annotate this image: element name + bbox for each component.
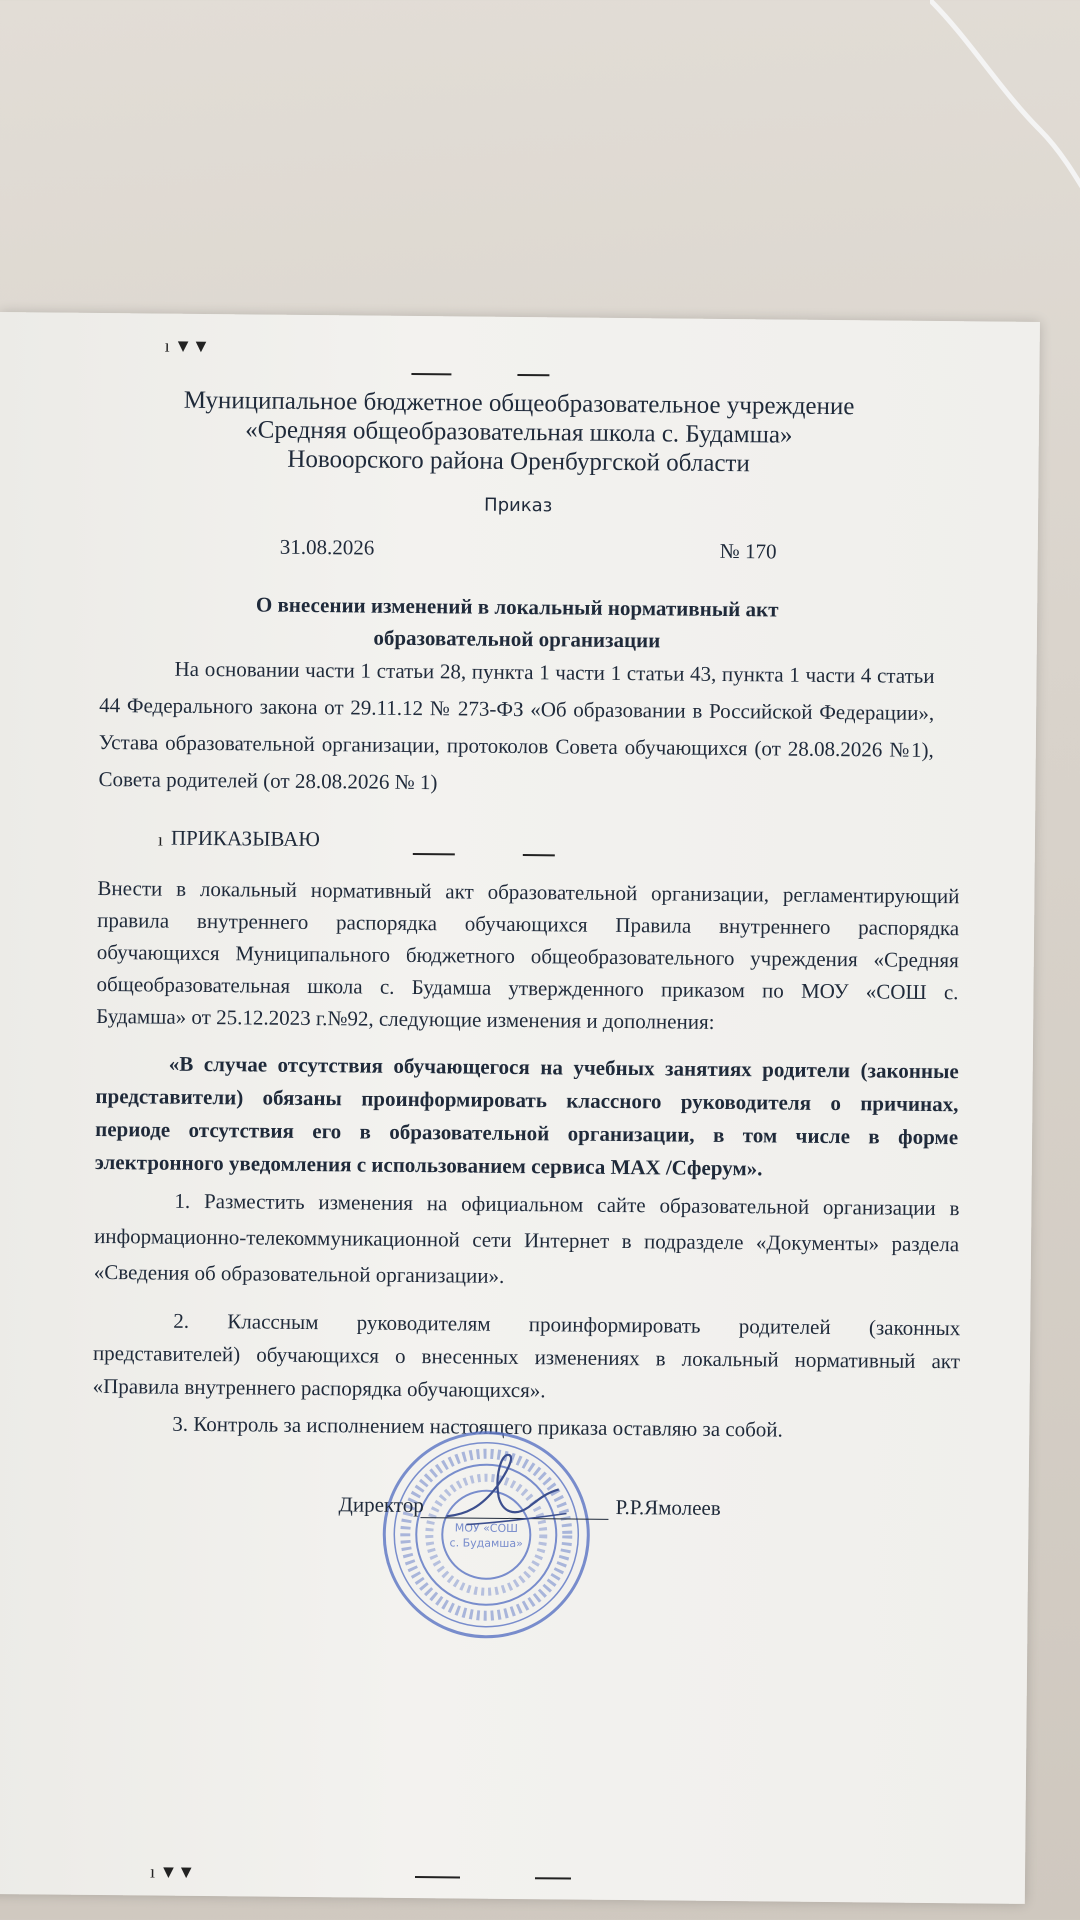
org-name-line2: «Средняя общеобразовательная школа с. Будамша» — [245, 416, 793, 449]
bottom-dash-left — [415, 1876, 460, 1878]
document-type: Приказ — [483, 494, 553, 517]
stamp-center-line1: МОУ «СОШ — [454, 1521, 519, 1536]
order-number: № 170 — [719, 538, 777, 564]
item1-line-3: «Сведения об образовательной организации». — [93, 1259, 505, 1288]
item1-line-2: информационно-телекоммуникационной сети Интернет в подразделе «Документы» раздела — [94, 1223, 960, 1257]
org-name-line3: Новоорского района Оренбургской области — [287, 445, 750, 478]
org-name-line1: Муниципальное бюджетное общеобразовательное учреждение — [183, 386, 855, 421]
amendment-line-1: «В случае отсутствия обучающегося на учебных занятиях родители (законные — [168, 1051, 959, 1084]
intro-line-1: Внести в локальный нормативный акт образовательной организации, регламентирующий — [97, 875, 960, 909]
item2-line-3: «Правила внутреннего распорядка обучающихся». — [92, 1373, 546, 1403]
signature-name: Р.Р.Ямолеев — [615, 1494, 721, 1520]
basis-line-4: Совета родителей (от 28.08.2026 № 1) — [98, 766, 438, 795]
order-date: 31.08.2026 — [279, 534, 375, 560]
order-subject-line1: О внесении изменений в локальный нормативный акт — [255, 592, 779, 622]
top-dash-left — [411, 373, 451, 375]
top-dash-right — [517, 374, 549, 376]
signature-role: Директор — [338, 1492, 424, 1518]
intro-line-3: обучающихся Муниципального бюджетного общеобразовательного учреждения «Средняя — [96, 939, 959, 973]
intro-line-4: общеобразовательная школа с. Будамша утвержденного приказом по МОУ «СОШ с. — [96, 971, 959, 1005]
item3: 3. Контроль за исполнением настоящего приказа оставляю за собой. — [172, 1411, 783, 1442]
order-subject-line2: образовательной организации — [373, 625, 661, 653]
item2-line-1: 2. Классным руководителям проинформировать родителей (законных — [173, 1308, 961, 1341]
basis-line-3: Устава образовательной организации, протоколов Совета обучающихся (от 28.08.2026 №1), — [98, 729, 934, 762]
handwritten-signature — [436, 1446, 577, 1537]
stamp-center-line2: с. Будамша» — [449, 1536, 523, 1551]
bottom-dash-right — [535, 1877, 571, 1879]
mid-dash-right — [523, 854, 555, 856]
basis-line-1: На основании части 1 статьи 28, пункта 1 части 1 статьи 43, пункта 1 части 4 статьи — [174, 656, 935, 688]
margin-mark-bottom: ı ▼▼ — [149, 1861, 196, 1882]
margin-mark-mid: ı — [157, 829, 164, 850]
amendment-line-3: периоде отсутствия его в образовательной организации, в том числе в форме — [95, 1116, 959, 1150]
cable — [930, 0, 1080, 210]
amendment-line-2: представители) обязаны проинформировать классного руководителя о причинах, — [95, 1083, 959, 1117]
item2-line-2: представителей) обучающихся о внесенных изменениях в локальный нормативный акт — [92, 1340, 961, 1374]
document-page — [0, 312, 1040, 1904]
intro-line-5: Будамша» от 25.12.2023 г.№92, следующие изменения и дополнения: — [96, 1003, 715, 1034]
basis-line-2: 44 Федерального закона от 29.11.12 № 273-ФЗ «Об образовании в Российской Федерации», — [99, 692, 935, 725]
order-word: ПРИКАЗЫВАЮ — [170, 825, 321, 852]
item1-line-1: 1. Разместить изменения на официальном сайте образовательной организации в — [174, 1188, 960, 1221]
intro-line-2: правила внутреннего распорядка обучающихся Правила внутреннего распорядка — [97, 907, 960, 941]
margin-mark-top: ı ▼▼ — [164, 335, 210, 357]
mid-dash-left — [413, 853, 455, 855]
amendment-line-4: электронного уведомления с использованием сервиса MAX /Сферум». — [94, 1149, 763, 1181]
